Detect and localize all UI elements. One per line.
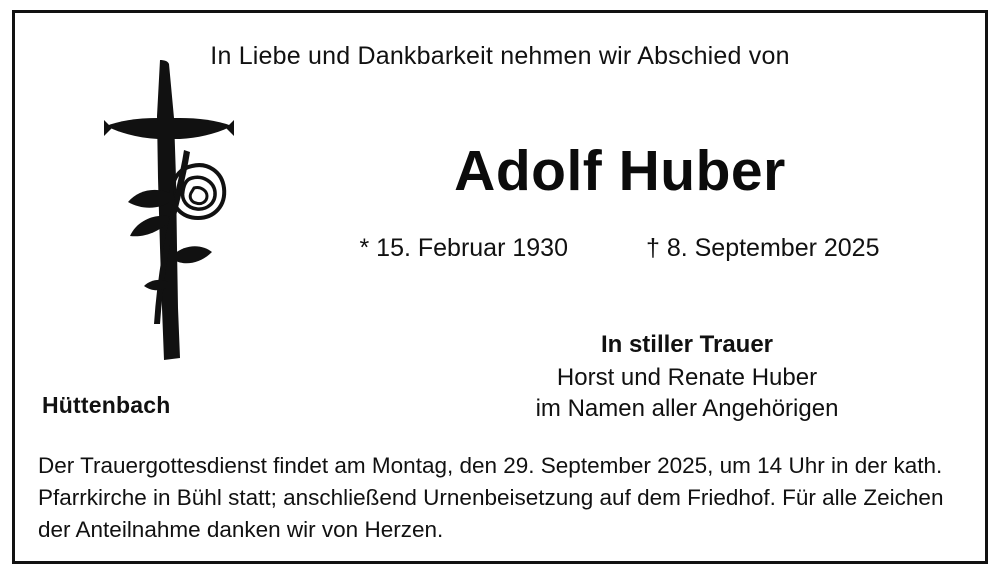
mourners-names: Horst und Renate Huber bbox=[556, 363, 818, 391]
cross-with-rose-icon bbox=[88, 58, 248, 368]
page-headline: In Liebe und Dankbarkeit nehmen wir Abschied von bbox=[210, 42, 790, 70]
life-dates bbox=[262, 234, 977, 263]
mourners-behalf: im Namen aller Angehörigen bbox=[535, 394, 839, 422]
birth-date: * 15. Februar 1930 bbox=[359, 234, 568, 262]
death-date: † 8. September 2025 bbox=[645, 234, 880, 262]
place-name: Hüttenbach bbox=[42, 392, 171, 418]
service-details: Der Trauergottesdienst findet am Montag, den 29. September 2025, um 14 Uhr in der kath. Pfarrkirche in Bühl statt; anschließend Urnenbeisetzung auf dem Friedhof. Für alle Zeichen der Anteilnahme danken wir von Herzen. bbox=[38, 453, 944, 542]
deceased-name: Adolf Huber bbox=[454, 139, 786, 203]
mourners-block bbox=[407, 330, 967, 425]
mourning-title: In stiller Trauer bbox=[600, 331, 774, 358]
